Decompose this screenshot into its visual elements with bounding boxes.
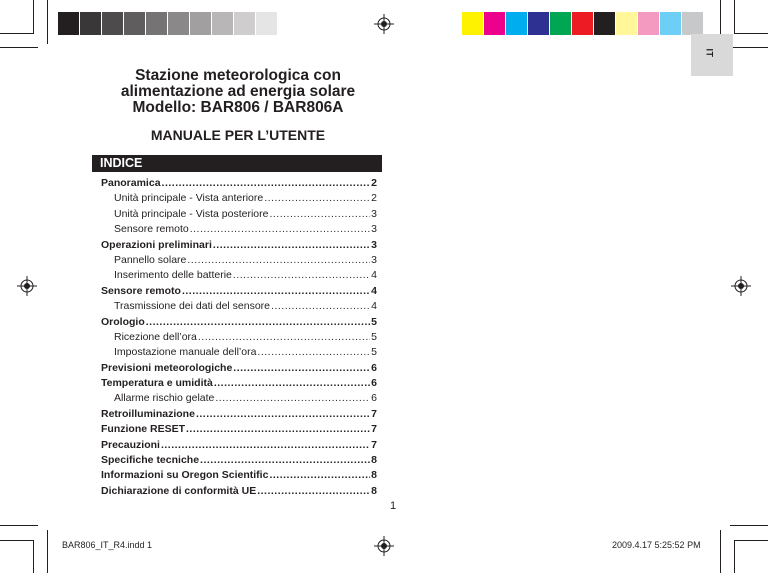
document-subtitle: MANUALE PER L’UTENTE (150, 127, 326, 143)
toc-entry-label: Unità principale - Vista posteriore (114, 207, 269, 220)
color-swatch (234, 12, 256, 35)
toc-leader-dots (257, 345, 370, 360)
toc-entry-label: Impostazione manuale dell’ora (114, 346, 257, 359)
toc-entry-page: 4 (371, 269, 377, 282)
toc-entry-label: Sensore remoto (101, 284, 181, 297)
color-swatch (102, 12, 124, 35)
toc-leader-dots (161, 438, 370, 453)
toc-entry-page: 8 (371, 484, 377, 497)
toc-entry (101, 468, 377, 483)
registration-mark-icon (17, 276, 37, 296)
toc-entry (101, 361, 377, 376)
toc-entry-label: Retroilluminazione (101, 407, 195, 420)
color-swatch (256, 12, 278, 35)
crop-mark (0, 47, 38, 48)
toc-leader-dots (233, 268, 370, 283)
document-title (92, 68, 384, 116)
toc-entry-label: Funzione RESET (101, 423, 185, 436)
toc-entry-page: 4 (371, 300, 377, 313)
crop-mark (0, 33, 34, 34)
toc-entry-label: Allarme rischio gelate (114, 392, 215, 405)
toc-entry-page: 2 (371, 192, 377, 205)
toc-leader-dots (214, 376, 370, 391)
toc-leader-dots (182, 284, 370, 299)
toc-entry-page: 3 (371, 238, 377, 251)
toc-entry (101, 299, 377, 314)
toc-entry-page: 3 (371, 207, 377, 220)
toc-leader-dots (271, 299, 370, 314)
toc-leader-dots (264, 191, 370, 206)
color-swatch (190, 12, 212, 35)
toc-leader-dots (257, 484, 370, 499)
table-of-contents (101, 176, 377, 499)
toc-entry-page: 7 (371, 423, 377, 436)
footer-filename: BAR806_IT_R4.indd 1 (62, 540, 153, 550)
toc-leader-dots (162, 176, 371, 191)
title-line: Stazione meteorologica con (135, 67, 341, 84)
color-swatch (638, 12, 660, 35)
color-swatch (462, 12, 484, 35)
title-line: alimentazione ad energia solare (120, 83, 356, 100)
toc-entry (101, 268, 377, 283)
color-swatch-bar (462, 12, 704, 35)
toc-entry (101, 438, 377, 453)
color-swatch (212, 12, 234, 35)
toc-entry (101, 191, 377, 206)
toc-entry (101, 345, 377, 360)
color-swatch (550, 12, 572, 35)
color-swatch (572, 12, 594, 35)
toc-entry-label: Sensore remoto (114, 223, 189, 236)
toc-entry (101, 407, 377, 422)
toc-entry (101, 253, 377, 268)
crop-mark (720, 530, 721, 573)
crop-mark (47, 0, 48, 44)
toc-entry (101, 315, 377, 330)
color-swatch (146, 12, 168, 35)
color-swatch (616, 12, 638, 35)
color-swatch (58, 12, 80, 35)
language-tab (691, 34, 733, 76)
toc-entry (101, 484, 377, 499)
color-swatch (80, 12, 102, 35)
toc-entry-page: 8 (371, 469, 377, 482)
toc-header: INDICE (92, 155, 382, 172)
toc-entry-page: 3 (371, 253, 377, 266)
toc-leader-dots (187, 253, 370, 268)
gray-swatch-bar (58, 12, 278, 35)
toc-entry-page: 7 (371, 407, 377, 420)
registration-mark-icon (374, 14, 394, 34)
language-tab-label: IT (704, 48, 715, 58)
title-line: Modello: BAR806 / BAR806A (132, 99, 344, 116)
toc-entry-label: Temperatura e umidità (101, 377, 213, 390)
color-swatch (528, 12, 550, 35)
toc-leader-dots (269, 207, 370, 222)
toc-entry-label: Dichiarazione di conformità UE (101, 484, 257, 497)
crop-mark (734, 540, 768, 541)
toc-leader-dots (196, 407, 370, 422)
toc-entry-page: 6 (371, 392, 377, 405)
toc-entry-page: 8 (371, 454, 377, 467)
toc-entry-label: Pannello solare (114, 253, 187, 266)
toc-entry (101, 376, 377, 391)
page-number: 1 (390, 500, 397, 512)
toc-entry-label: Inserimento delle batterie (114, 269, 232, 282)
registration-mark-icon (374, 536, 394, 556)
color-swatch (124, 12, 146, 35)
color-swatch (594, 12, 616, 35)
toc-leader-dots (186, 422, 370, 437)
toc-leader-dots (215, 391, 370, 406)
toc-entry-label: Orologio (101, 315, 145, 328)
toc-entry-page: 2 (371, 177, 377, 189)
toc-entry (101, 422, 377, 437)
toc-entry-page: 6 (371, 361, 377, 374)
toc-entry-label: Operazioni preliminari (101, 238, 212, 251)
toc-entry-page: 3 (371, 223, 377, 236)
crop-mark (33, 540, 34, 573)
toc-entry (101, 330, 377, 345)
toc-entry-label: Trasmissione dei dati del sensore (114, 300, 271, 313)
toc-leader-dots (233, 361, 370, 376)
toc-leader-dots (200, 453, 370, 468)
color-swatch (660, 12, 682, 35)
toc-entry-page: 6 (371, 377, 377, 390)
color-swatch (484, 12, 506, 35)
toc-entry-page: 5 (371, 346, 377, 359)
crop-mark (734, 0, 735, 34)
toc-entry-page: 4 (371, 284, 377, 297)
toc-entry-label: Precauzioni (101, 438, 160, 451)
crop-mark (734, 33, 768, 34)
toc-entry-label: Specifiche tecniche (101, 454, 200, 467)
crop-mark (734, 540, 735, 573)
toc-leader-dots (146, 315, 370, 330)
toc-entry-page: 7 (371, 438, 377, 451)
toc-entry (101, 222, 377, 237)
toc-entry-label: Informazioni su Oregon Scientific (101, 469, 269, 482)
crop-mark (0, 525, 38, 526)
toc-entry (101, 238, 377, 253)
toc-entry (101, 391, 377, 406)
toc-leader-dots (190, 222, 370, 237)
toc-leader-dots (198, 330, 370, 345)
crop-mark (47, 530, 48, 573)
crop-mark (0, 540, 34, 541)
toc-entry-label: Unità principale - Vista anteriore (114, 192, 264, 205)
toc-leader-dots (213, 238, 370, 253)
toc-entry-page: 5 (371, 330, 377, 343)
crop-mark (730, 525, 768, 526)
crop-mark (730, 47, 768, 48)
toc-entry (101, 176, 377, 191)
toc-entry-label: Previsioni meteorologiche (101, 361, 233, 374)
color-swatch (168, 12, 190, 35)
footer-timestamp: 2009.4.17 5:25:52 PM (612, 540, 701, 550)
toc-entry-label: Panoramica (101, 177, 161, 189)
toc-leader-dots (269, 468, 370, 483)
toc-entry-label: Ricezione dell’ora (114, 330, 197, 343)
toc-entry (101, 207, 377, 222)
toc-entry (101, 453, 377, 468)
registration-mark-icon (731, 276, 751, 296)
toc-entry (101, 284, 377, 299)
crop-mark (33, 0, 34, 34)
toc-entry-page: 5 (371, 315, 377, 328)
color-swatch (506, 12, 528, 35)
color-swatch (682, 12, 704, 35)
